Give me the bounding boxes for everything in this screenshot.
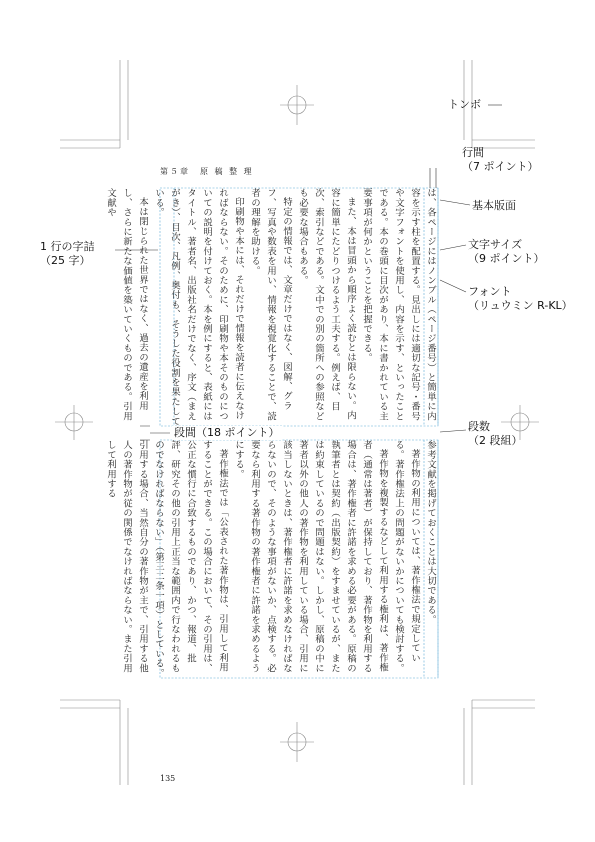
page-number: 135 bbox=[160, 774, 176, 783]
label-gyokan-title: 行間 bbox=[462, 146, 484, 159]
label-font-value: （リュウミン R-KL） bbox=[468, 299, 573, 312]
label-dankan: 段間（18 ポイント） bbox=[174, 426, 280, 439]
label-tombo: トンボ bbox=[448, 98, 481, 111]
label-jizume bbox=[40, 240, 95, 268]
paragraph: 印刷物や本には、それだけで情報を読者に伝えなければならない。そのために、印刷物や本そのものについての説明を付けておく。本を例にすると、表紙にはタイトル、著者名、出版社名だけでなく、序文（まえがき）、目次、凡例、奥付も、そうした役割を果たしている。 bbox=[153, 188, 244, 426]
running-head: 第５章 原 稿 整 理 bbox=[160, 167, 254, 176]
label-font-title: フォント bbox=[468, 285, 512, 298]
paragraph: 著作物を複製するなどして利用する権利は、著作権者（通常は著者）が保持しており、著作物を利用する場合は、著作権者に許諾を求める必要がある。原稿の執筆者とは契約（出版契約）をすませているが、または約束しているので問題はない。しかし、原稿の中に著者以外の他人の著作物を利用している場合、引用に該当しないときは、著作権者に許諾を求めなければならないので、そのような事項がないか、点検する。必要なら利用する著作物の著作権者に許諾を求めるようにする。 bbox=[233, 440, 388, 673]
paragraph: 特定の情報では、文章だけではなく、図解、グラフ、写真や数表を用い、情報を視覚化することで、読者の理解を助ける。 bbox=[249, 188, 292, 421]
paragraph: 著作物の利用については、著作権法で規定している。著作権法上の問題がないかについても検討する。 bbox=[393, 440, 420, 673]
paragraph: は、各ページにはノンブル（ページ番号）と簡単に内容を示す柱を配置する。見出しには適切な記号・番号や文字フォントを使用し、内容を示す、といったことである。本の巻頭に目次があり、本に書かれている主要事項が何かということを把握できる。 bbox=[361, 188, 436, 421]
label-jizume-value: （25 字） bbox=[40, 254, 91, 267]
label-kihon-hanmen: 基本版面 bbox=[472, 199, 516, 212]
body-lower-tier bbox=[105, 440, 438, 678]
paragraph: 著作権法では「公表された著作物は、引用して利用することができる。この場合において、その引用は、公正な慣行に合致するものであり、かつ、報道、批評、研究その他の引用上正当な範囲内で行なわれるものでなければならない」（第三二条一項）としている。引用する場合、当然自分の著作物が主で、引用する他人の著作物が従の関係でなければならない。また引用して利用する bbox=[105, 440, 228, 678]
label-moji-size bbox=[468, 238, 545, 266]
label-gyokan-value: （7 ポイント） bbox=[462, 160, 539, 173]
body-upper-tier bbox=[105, 188, 438, 426]
label-font bbox=[468, 285, 573, 313]
label-jizume-title: 1 行の字詰 bbox=[40, 240, 95, 253]
paragraph: 参考文献を掲げておくことは大切である。 bbox=[425, 440, 436, 625]
label-dansu bbox=[468, 420, 523, 448]
paragraph: 本は閉じられた世界ではなく、過去の遺産を利用し、さらに新たな価値を築いていくものである。引用文献や bbox=[105, 188, 148, 421]
label-dansu-title: 段数 bbox=[468, 420, 490, 433]
label-moji-size-value: （9 ポイント） bbox=[468, 252, 545, 265]
label-dansu-value: （2 段組） bbox=[468, 434, 523, 447]
paragraph: また、本は冒頭から順序よく読むとは限らない。内容に簡単にたどりつけるよう工夫する。例えば、目次、索引などである。文中での別の箇所への参照なども必要な場合もある。 bbox=[297, 188, 356, 421]
label-moji-size-title: 文字サイズ bbox=[468, 238, 523, 251]
label-gyokan bbox=[462, 146, 539, 174]
